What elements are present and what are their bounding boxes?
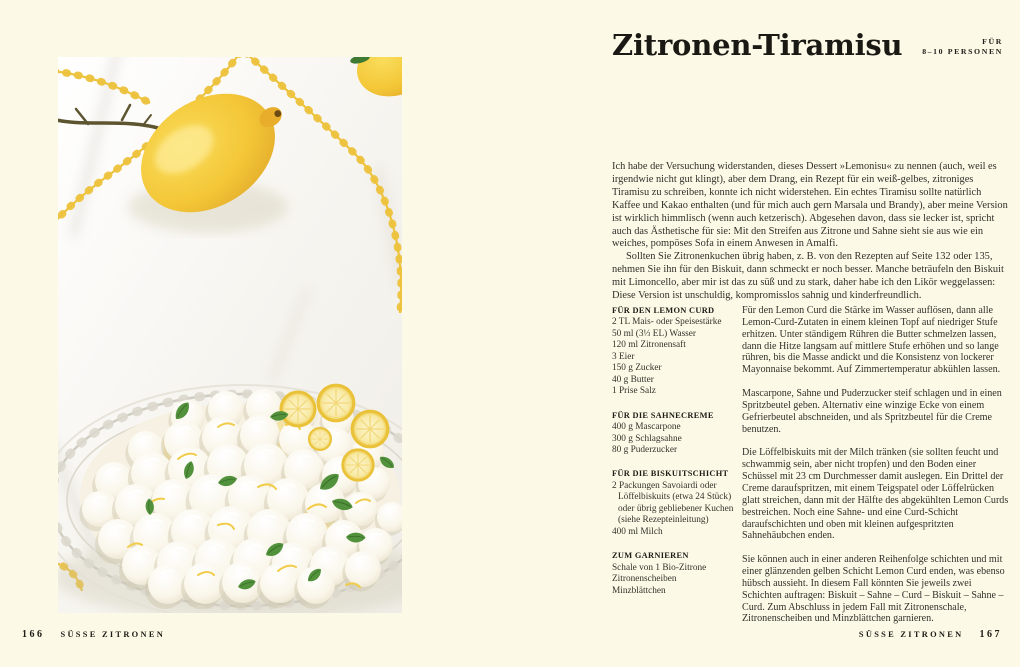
instructions-column <box>742 305 1009 637</box>
page-number: 167 <box>979 629 1002 640</box>
ingredient-item: 400 ml Milch <box>612 526 663 537</box>
ingredient-section-garnieren <box>612 550 741 597</box>
ingredient-item: 300 g Schlagsahne <box>612 433 682 444</box>
ingredient-section-sahnecreme <box>612 410 741 457</box>
intro-paragraph: Ich habe der Versuchung widerstanden, dieses Dessert »Lemonisu« zu nennen (auch, weil es irgendwie nicht gut klingt), aber dem Drang, ein Rezept für ein weiß-gelbes, zitroniges Tiramisu zu schreiben, konnte ich nicht widerstehen. Ein echtes Tiramisu sollte natürlich Kaffee und Kakao enthalten (und für mich auch gern Marsala und Brandy), aber meine Version ist wirklich himmlisch (wenn auch ketzerisch). Abgesehen davon, dass sie lecker ist, spricht auch das Ästhetische für sie: Mit den Streifen aus Zitrone und Sahne sieht sie aus wie ein weiches, pompöses Sofa in einem Anwesen in Amalfi. <box>612 161 1008 250</box>
page-number: 166 <box>22 629 45 640</box>
instruction-paragraph: Mascarpone, Sahne und Puderzucker steif schlagen und in einen Spritzbeutel geben. Alternativ eine winzige Ecke von einem Gefrierbeutel abschneiden, und als Spritzbeutel für die Creme benutzen. <box>742 388 1002 435</box>
ingredient-group-heading: FÜR DIE BISKUITSCHICHT <box>612 469 729 479</box>
right-page-footer <box>859 629 1002 640</box>
recipe-title: Zitronen-Tiramisu <box>612 28 903 62</box>
ingredient-item: 1 Prise Salz <box>612 386 656 397</box>
ingredient-item: 3 Eier <box>612 351 635 362</box>
left-page-footer <box>22 629 165 640</box>
serving-info-line1: FÜR <box>982 37 1003 46</box>
intro-paragraph: Sollten Sie Zitronenkuchen übrig haben, z. B. von den Rezepten auf Seite 132 oder 135, nehmen Sie ihn für den Biskuit, dann schmeckt er noch besser. Manche beträufeln den Biskuit mit Limoncello, aber mir ist das zu süß und zu stark, daher habe ich den Likör weggelassen: Diese Version ist unschuldig, kompromisslos sahnig und kinderfreundlich. <box>612 251 1004 302</box>
ingredient-item: 40 g Butter <box>612 374 654 385</box>
ingredient-item: 50 ml (3⅓ EL) Wasser <box>612 328 697 339</box>
serving-info-line2: 8–10 PERSONEN <box>922 46 1003 56</box>
tiramisu-photo-illustration <box>58 57 402 613</box>
ingredients-column <box>612 305 741 609</box>
right-page <box>510 0 1020 667</box>
ingredient-item: 2 TL Mais- oder Speisestärke <box>612 317 722 328</box>
ingredient-section-lemon-curd <box>612 305 741 398</box>
ingredient-group-heading: ZUM GARNIEREN <box>612 551 689 561</box>
chapter-label: SÜSSE ZITRONEN <box>60 630 166 639</box>
instruction-paragraph: Für den Lemon Curd die Stärke im Wasser auflösen, dann alle Lemon-Curd-Zutaten in einem kleinen Topf auf niedriger Stufe erhitzen. Unter ständigem Rühren die Butter schmelzen lassen, dann die Hitze langsam auf mittlere Stufe erhöhen und so lange rühren, bis die Masse andickt und die Konsistenz von lockerer Mayonnaise bekommt. Auf Zimmertemperatur abkühlen lassen. <box>742 305 1001 376</box>
ingredient-section-biskuitschicht <box>612 468 741 538</box>
chapter-label: SÜSSE ZITRONEN <box>858 630 964 639</box>
ingredient-group-heading: FÜR DIE SAHNECREME <box>612 410 714 420</box>
ingredient-item: 2 Packungen Savoiardi oder Löffelbiskuits (etwa 24 Stück) oder übrig gebliebener Kuchen (siehe Rezepteinleitung) <box>612 480 734 526</box>
ingredient-group-heading: FÜR DEN LEMON CURD <box>612 306 715 315</box>
ingredient-item: 150 g Zucker <box>612 363 662 374</box>
ingredient-item: Schale von 1 Bio-Zitrone <box>612 562 707 573</box>
ingredient-item: Minzblättchen <box>612 585 666 596</box>
ingredient-item: 120 ml Zitronensaft <box>612 340 686 351</box>
instruction-paragraph: Die Löffelbiskuits mit der Milch tränken (sie sollten feucht und schwammig sein, aber nicht tropfen) und den Boden einer Schüssel mit 23 cm Durchmesser damit auslegen. Ein Drittel der Creme daraufspritzen, mit einem Teigspatel oder Löffelrücken glatt streichen, dann mit der Hälfte des abgekühlten Lemon Curds bestreichen. Noch eine Sahne- und eine Curd-Schicht daraufschichten und oben mit kleinen aufgespritzten Sahnehäubchen enden. <box>742 447 1009 542</box>
ingredient-item: Zitronenscheiben <box>612 574 677 585</box>
serving-info <box>922 37 1003 56</box>
recipe-intro <box>612 161 1011 303</box>
ingredient-item: 400 g Mascarpone <box>612 422 681 433</box>
instruction-paragraph: Sie können auch in einer anderen Reihenfolge schichten und mit einer glänzenden gelben Schicht Lemon Curd enden, was ebenso hübsch aussieht. In diesem Fall könnten Sie jeweils zwei Schichten auftragen: Biskuit – Sahne – Curd – Biskuit – Sahne – Curd. Zum Abschluss in jedem Fall mit Zitronenschale, Zitronenscheiben und Minzblättchen garnieren. <box>742 554 1005 625</box>
ingredient-item: 80 g Puderzucker <box>612 444 678 455</box>
tiramisu-photo <box>58 57 402 613</box>
